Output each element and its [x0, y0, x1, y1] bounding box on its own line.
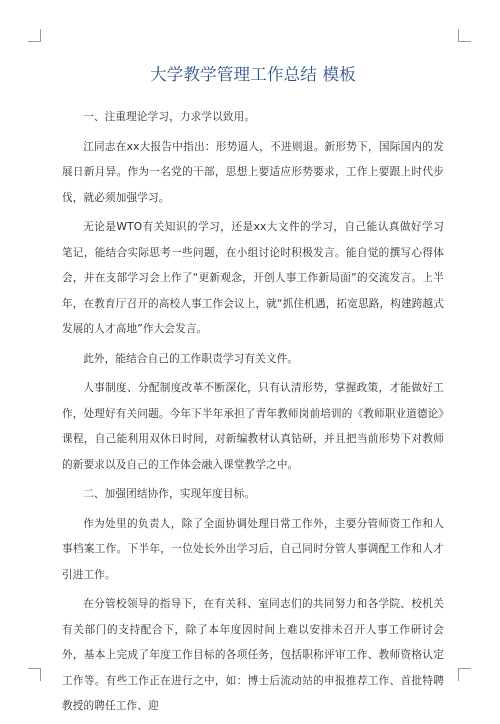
document-title: 大学教学管理工作总结 模板: [150, 65, 356, 84]
crop-mark-top-left: [28, 29, 41, 42]
section-heading-1: 一、注重理论学习，力求学以致用。: [83, 111, 256, 123]
crop-mark-bottom-left: [28, 668, 41, 681]
section-heading-2: 二、加强团结协作，实现年度目标。: [83, 488, 256, 500]
body-paragraph-6: 在分管校领导的指导下，在有关科、室同志们的共同努力和各学院、校机关有关部门的支持配合下，除了本年度因时间上难以安排未召开人事工作研讨会外，基本上完成了年度工作目标的各项任务，包括职称评审工作、教师资格认定工作等。有些工作正在进行之中，如：博士后流动站的申报推荐工作、首批特聘教授的聘任工作、迎: [62, 598, 444, 712]
body-paragraph-4: 人事制度、分配制度改革不断深化，只有认清形势，掌握政策，才能做好工作，处理好有关问题。今年下半年承担了青年教师岗前培训的《教师职业道德论》课程，自己能利用双休日时间，对新编教材认真钻研，并且把当前形势下对教师的新要求以及自己的工作体会融入课堂教学之中。: [62, 382, 444, 471]
crop-mark-top-right: [458, 29, 471, 42]
body-paragraph-3: 此外，能结合自己的工作职责学习有关文件。: [83, 352, 299, 365]
body-paragraph-5: 作为处里的负责人，除了全面协调处理日常工作外，主要分管师资工作和人事档案工作。下半年，一位处长外出学习后，自己同时分管人事调配工作和人才引进工作。: [62, 517, 444, 581]
body-paragraph-2: 无论是WTO有关知识的学习，还是xx大文件的学习，自己能认真做好学习笔记，能结合实际思考一些问题，在小组讨论时积极发言。能自觉的撰写心得体会，并在支部学习会上作了“更新观念，开创人事工作新局面”的交流发言。上半年，在教育厅召开的高校人事工作会议上，就“抓住机遇，拓宽思路，构建跨越式发展的人才高地”作大会发言。: [62, 221, 444, 335]
body-paragraph-1: 江同志在xx大报告中指出：形势逼人，不进则退。新形势下，国际国内的发展日新月异。作为一名党的干部，思想上要适应形势要求，工作上要跟上时代步伐，就必须加强学习。: [62, 140, 444, 204]
document-page: [62, 62, 444, 724]
crop-mark-bottom-right: [458, 668, 471, 681]
